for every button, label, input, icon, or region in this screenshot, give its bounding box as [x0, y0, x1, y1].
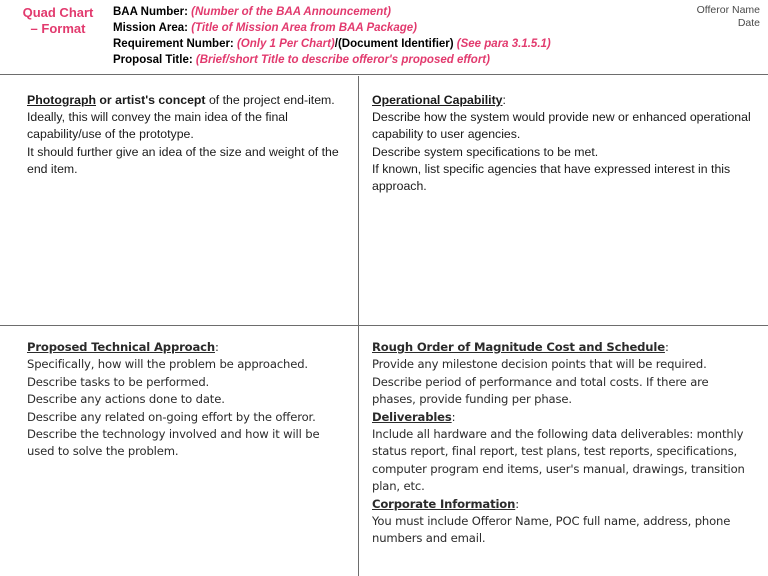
quadrant-operational-capability — [360, 76, 768, 325]
quadrant-corporate-heading-colon: : — [515, 496, 519, 511]
quadrant-cost-and-schedule — [360, 327, 768, 576]
divider-horizontal-top — [0, 74, 768, 75]
header-field-list — [113, 4, 653, 68]
field-requirement-number-label: Requirement Number: — [113, 38, 237, 50]
field-mission-area-value: (Title of Mission Area from BAA Package) — [191, 22, 417, 34]
quadrant-technical-approach-line-5: Describe the technology involved and how it will be used to solve the problem. — [27, 427, 320, 459]
quadrant-technical-approach-heading: Proposed Technical Approach — [27, 340, 215, 354]
header — [0, 0, 768, 74]
field-proposal-title-label: Proposal Title: — [113, 54, 196, 66]
quadrant-deliverables-heading-row — [372, 409, 754, 426]
quadrant-photograph-line-2: It should further give an idea of the size and weight of the end item. — [27, 144, 339, 176]
quadrant-operational-capability-heading: Operational Capability — [372, 93, 503, 107]
quadrant-operational-capability-heading-row — [372, 92, 754, 109]
quadrant-operational-capability-heading-colon: : — [502, 93, 506, 107]
page-title-line2: – Format — [30, 21, 86, 36]
quadrant-photograph-heading-tail: of the project end-item. — [205, 93, 335, 107]
divider-vertical — [358, 76, 359, 576]
field-requirement-para-reference: (See para 3.1.5.1) — [456, 38, 551, 50]
quadrant-corporate-heading: Corporate Information — [372, 496, 516, 511]
field-proposal-title-value: (Brief/short Title to describe offeror's proposed effort) — [195, 54, 490, 66]
field-baa-number-value: (Number of the BAA Announcement) — [191, 6, 391, 18]
page-title — [6, 5, 110, 37]
quadrant-technical-approach-line-1: Specifically, how will the problem be approached. — [27, 357, 308, 372]
quadrant-photograph-heading: Photograph — [27, 93, 96, 107]
quadrant-technical-approach — [0, 327, 358, 576]
quadrant-photograph-line-1: Ideally, this will convey the main idea of the final capability/use of the prototype. — [27, 110, 288, 142]
quadrant-deliverables-heading: Deliverables — [372, 409, 452, 424]
quadrant-photograph — [0, 76, 358, 325]
quadrant-cost-and-schedule-heading-colon: : — [664, 340, 669, 354]
field-proposal-title — [113, 52, 653, 68]
field-baa-number — [113, 4, 653, 20]
quadrant-technical-approach-line-2: Describe tasks to be performed. — [27, 374, 210, 389]
quadrant-cost-and-schedule-intro: Provide any milestone decision points that will be required. Describe period of performance and total costs. If there are phases, provide funding per phase. — [372, 357, 709, 407]
divider-horizontal-middle — [0, 325, 768, 326]
date-label: Date — [737, 17, 760, 29]
quadrant-operational-capability-line-3: If known, list specific agencies that have expressed interest in this approach. — [372, 161, 731, 194]
field-requirement-number-value: (Only 1 Per Chart) — [236, 38, 335, 50]
quadrant-deliverables-text: Include all hardware and the following data deliverables: monthly status report, final report, test plans, test reports, specifications, computer program end items, user's manual, drawings, transition plan, etc. — [372, 427, 745, 494]
field-mission-area-label: Mission Area: — [113, 22, 192, 34]
quadrant-photograph-heading-rest: or artist's concept — [96, 93, 206, 107]
quadrant-deliverables-heading-colon: : — [451, 409, 456, 424]
quadrant-operational-capability-line-2: Describe system specifications to be met. — [372, 144, 599, 159]
field-requirement-number — [113, 36, 653, 52]
quadrant-cost-and-schedule-heading-row — [372, 339, 754, 356]
quadrant-technical-approach-heading-row — [27, 339, 344, 356]
quadrant-technical-approach-line-3: Describe any actions done to date. — [27, 392, 225, 407]
page-title-line1: Quad Chart — [22, 5, 94, 20]
field-baa-number-label: BAA Number: — [113, 6, 192, 18]
offeror-name-label: Offeror Name — [696, 4, 760, 16]
offeror-block — [697, 4, 760, 30]
field-mission-area — [113, 20, 653, 36]
field-document-identifier-label: /(Document Identifier) — [334, 38, 457, 50]
quadrant-photograph-body — [27, 92, 344, 109]
quadrant-corporate-text: You must include Offeror Name, POC full name, address, phone numbers and email. — [372, 514, 731, 546]
quadrant-corporate-heading-row — [372, 496, 754, 513]
quadrant-cost-and-schedule-heading: Rough Order of Magnitude Cost and Schedule — [372, 340, 665, 354]
quadrant-operational-capability-line-1: Describe how the system would provide new or enhanced operational capability to user agencies. — [372, 110, 751, 142]
quadrant-technical-approach-line-4: Describe any related on-going effort by the offeror. — [27, 409, 316, 424]
quadrant-technical-approach-heading-colon: : — [215, 340, 219, 354]
